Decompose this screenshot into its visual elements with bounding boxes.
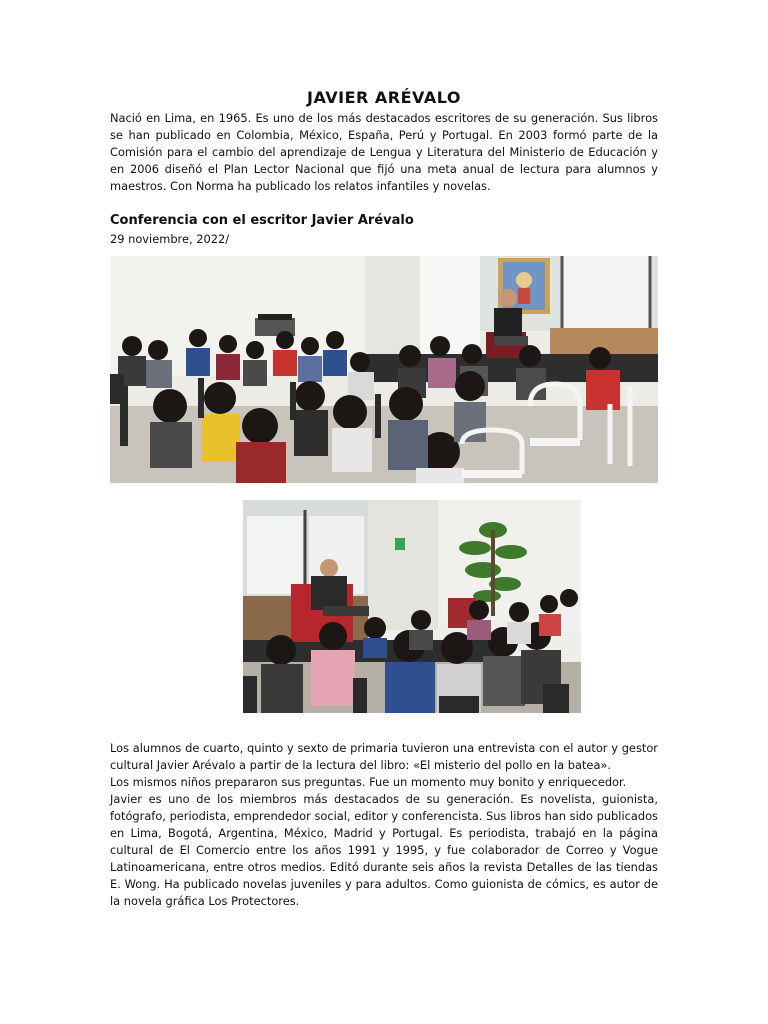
conference-photo-1-illustration	[110, 256, 658, 483]
article-paragraph-1: Los alumnos de cuarto, quinto y sexto de primaria tuvieron una entrevista con el autor y gestor cultural Javier Arévalo a partir de la lectura del libro: «El misterio del pollo en la batea».	[110, 741, 658, 772]
post-date: 29 noviembre, 2022/	[110, 232, 230, 246]
section-title: Conferencia con el escritor Javier Arévalo	[110, 213, 414, 228]
page-title: JAVIER ARÉVALO	[307, 88, 461, 107]
author-bio: Nació en Lima, en 1965. Es uno de los más destacados escritores de su generación. Sus libros se han publicado en Colombia, México, España, Perú y Portugal. En 2003 formó parte de la Comisión para el cambio del aprendizaje de Lengua y Literatura del Ministerio de Educación y en 2006 diseñó el Plan Lector Nacional que fijó una meta anual de lectura para alumnos y maestros. Con Norma ha publicado los relatos infantiles y novelas.	[110, 111, 658, 193]
conference-photo-2	[243, 500, 581, 713]
conference-photo-1	[110, 256, 658, 483]
article-body	[110, 740, 658, 910]
article-paragraph-3: Javier es uno de los miembros más destacados de su generación. Es novelista, guionista, fotógrafo, periodista, emprendedor social, editor y conferencista. Sus libros han sido publicados en Lima, Bogotá, Argentina, México, Madrid y Portugal. Es periodista, trabajó en la página cultural de El Comercio entre los años 1991 y 1995, y fue colaborador de Correo y Vogue Latinoamericana, entre otros medios. Editó durante seis años la revista Detalles de las tiendas E. Wong. Ha publicado novelas juveniles y para adultos. Como guionista de cómics, es autor de la novela gráfica Los Protectores.	[110, 792, 658, 908]
article-paragraph-2: Los mismos niños prepararon sus preguntas. Fue un momento muy bonito y enriquecedor.	[110, 775, 627, 789]
conference-photo-2-illustration	[243, 500, 581, 713]
